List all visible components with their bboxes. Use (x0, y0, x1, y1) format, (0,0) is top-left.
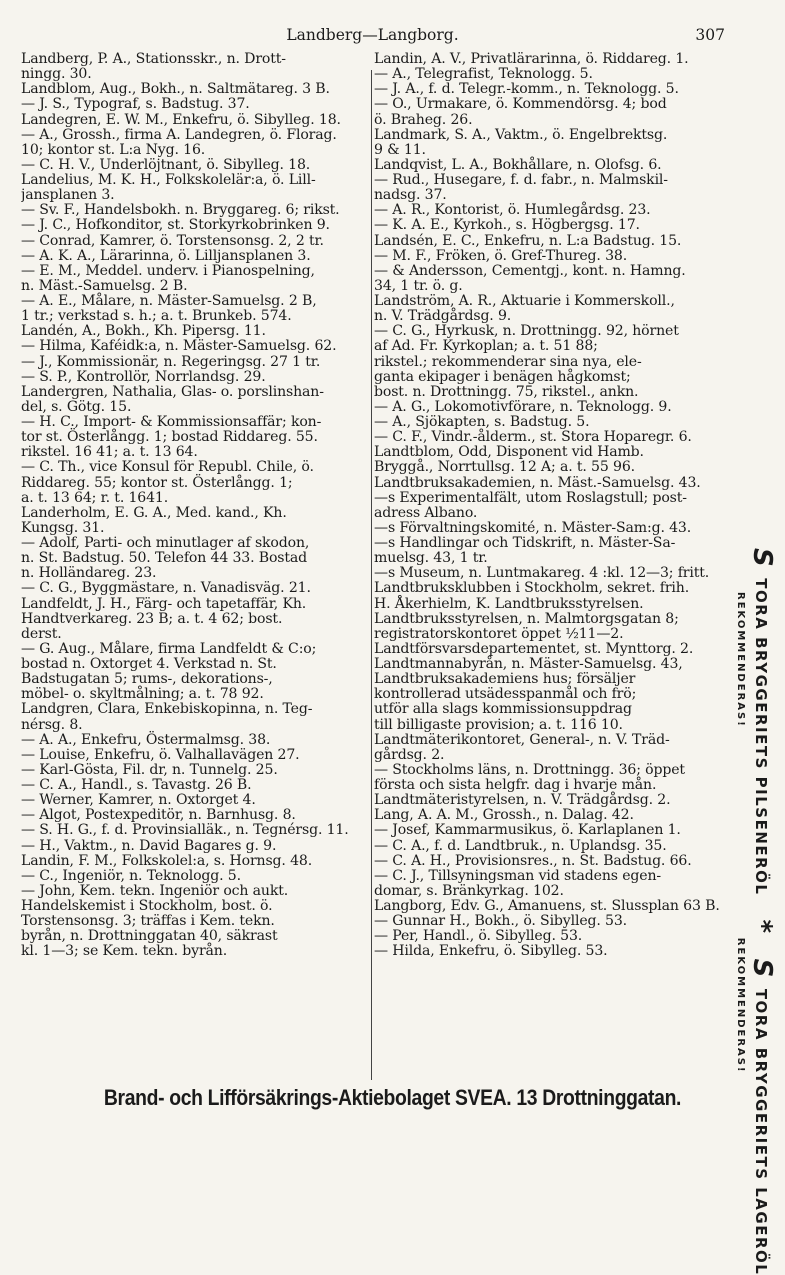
directory-entry-line: Landelius, M. K. H., Folkskolelär:a, ö. Lill- (21, 172, 316, 188)
directory-entry-line: Handtverkareg. 23 B; a. t. 4 62; bost. (21, 610, 283, 627)
directory-entry-line: Landtförsvarsdepartementet, st. Mynttorg. 2. (374, 640, 694, 657)
directory-entry-line: —s Experimentalfält, utom Roslagstull; post- (374, 489, 687, 506)
directory-entry-line: byrån, n. Drottninggatan 40, säkrast (21, 928, 278, 945)
directory-entry-line: nadsg. 37. (374, 187, 447, 204)
page-title: Landberg—Langborg. (286, 26, 459, 44)
directory-entry-line: — M. F., Fröken, ö. Gref-Thureg. 38. (374, 247, 628, 264)
directory-entry-line: — A., Telegrafist, Teknologg. 5. (374, 66, 593, 83)
directory-entry-line: a. t. 13 64; r. t. 1641. (21, 489, 169, 506)
directory-entry-line: — C. Th., vice Konsul för Republ. Chile, ö. (21, 459, 314, 476)
directory-entry-line: Lang, A. A. M., Grossh., n. Dalag. 42. (374, 807, 634, 824)
directory-entry-line: 10; kontor st. L:a Nyg. 16. (21, 141, 206, 158)
directory-entry-line: — Adolf, Parti- och minutlager af skodon, (21, 535, 310, 551)
directory-entry-line: rikstel.; rekommenderar sina nya, ele- (374, 353, 642, 370)
directory-entry-line: — Gunnar H., Bokh., ö. Sibylleg. 53. (374, 913, 628, 930)
right-column (374, 52, 722, 1080)
sidebar-ad-sub-row (730, 548, 751, 1088)
directory-entry-line: —s Handlingar och Tidskrift, n. Mäster-Sa- (374, 535, 676, 551)
directory-entry-line: — C., Ingeniör, n. Teknologg. 5. (21, 867, 241, 884)
directory-entry-line: första och sista helgfr. dag i hvarje mån. (374, 777, 657, 793)
directory-entry-line: — Conrad, Kamrer, ö. Torstensonsg. 2, 2 tr. (21, 232, 324, 249)
directory-entry-line: H. Åkerhielm, K. Landtbruksstyrelsen. (374, 595, 644, 612)
directory-entry-line: — S. P., Kontrollör, Norrlandsg. 29. (21, 368, 266, 385)
directory-entry-line: adress Albano. (374, 504, 478, 521)
directory-entry-line: Landgren, Clara, Enkebiskopinna, n. Teg- (21, 701, 313, 718)
directory-entry-line: — Algot, Postexpeditör, n. Barnhusg. 8. (21, 807, 296, 824)
directory-entry-line: Riddareg. 55; kontor st. Österlångg. 1; (21, 474, 293, 491)
directory-entry-line: —s Museum, n. Luntmakareg. 4 :kl. 12—3; fritt. (374, 565, 710, 582)
directory-entry-line: — Josef, Kammarmusikus, ö. Karlaplanen 1. (374, 822, 681, 839)
directory-entry-line: tor st. Österlångg. 1; bostad Riddareg. 55. (21, 429, 318, 446)
directory-entry-line: — A. A., Enkefru, Östermalmsg. 38. (21, 731, 271, 748)
directory-entry-line: — Per, Handl., ö. Sibylleg. 53. (374, 928, 583, 945)
directory-entry-line: Langborg, Edv. G., Amanuens, st. Slussplan 63 B. (374, 898, 720, 914)
directory-entry-line: — Stockholms läns, n. Drottningg. 36; öppet (374, 761, 685, 778)
directory-entry-line: Landtmäteristyrelsen, n. V. Trädgårdsg. 2. (374, 792, 671, 809)
directory-entry-line: — A., Sjökapten, s. Badstug. 5. (374, 414, 590, 430)
directory-entry-line: del, s. Götg. 15. (21, 398, 132, 415)
directory-entry-line: gårdsg. 2. (374, 746, 445, 763)
left-column (21, 52, 370, 1080)
directory-entry-line: Landqvist, L. A., Bokhållare, n. Olofsg. 6. (374, 156, 662, 173)
directory-entry-line: Landsén, E. C., Enkefru, n. L:a Badstug. 15. (374, 232, 682, 249)
directory-entry-line: Landtmannabyrån, n. Mäster-Samuelsg. 43, (374, 656, 683, 672)
directory-entry-line: Landin, A. V., Privatlärarinna, ö. Riddareg. 1. (374, 52, 689, 67)
directory-entry-line: 34, 1 tr. ö. g. (374, 277, 463, 294)
directory-entry-line: ganta ekipager i benägen hågkomst; (374, 368, 631, 385)
directory-entry-line: — O., Urmakare, ö. Kommendörsg. 4; bod (374, 96, 667, 113)
directory-entry-line: 9 & 11. (374, 141, 426, 158)
directory-entry-line: Badstugatan 5; rums-, dekorations-, (21, 671, 273, 688)
directory-entry-line: — Louise, Enkefru, ö. Valhallavägen 27. (21, 746, 300, 763)
directory-entry-line: — Hilda, Enkefru, ö. Sibylleg. 53. (374, 943, 608, 960)
directory-entry-line: kl. 1—3; se Kem. tekn. byrån. (21, 943, 228, 960)
directory-entry-line: registratorskontoret öppet ½11—2. (374, 625, 624, 642)
directory-entry-line: — G. Aug., Målare, firma Landfeldt & C:o; (21, 640, 317, 657)
directory-entry-line: Landerholm, E. G. A., Med. kand., Kh. (21, 504, 287, 521)
directory-entry-line: — A. G., Lokomotivförare, n. Teknologg. 9. (374, 398, 672, 415)
directory-entry-line: Torstensonsg. 3; träffas i Kem. tekn. (21, 913, 275, 930)
page-header (20, 26, 725, 48)
directory-entry-line: 1 tr.; verkstad s. h.; a. t. Brunkeb. 574. (21, 308, 292, 325)
directory-entry-line: — J. S., Typograf, s. Badstug. 37. (21, 96, 250, 113)
directory-entry-line: — C. A., Handl., s. Tavastg. 26 B. (21, 777, 252, 793)
directory-entry-line: — & Andersson, Cementgj., kont. n. Hamng. (374, 262, 686, 279)
directory-entry-line: — J., Kommissionär, n. Regeringsg. 27 1 tr. (21, 353, 321, 370)
directory-entry-line: — C. A. H., Provisionsres., n. St. Badstug. 66. (374, 852, 692, 869)
page-number: 307 (695, 26, 725, 44)
directory-entry-line: — Sv. F., Handelsbokh. n. Bryggareg. 6; rikst. (21, 202, 340, 219)
directory-entry-line: — K. A. E., Kyrkoh., s. Högbergsg. 17. (374, 217, 640, 234)
directory-entry-line: — A., Grossh., firma A. Landegren, ö. Florag. (21, 126, 337, 143)
ad-brand-lager: TORA BRYGGERIETS LAGERÖL (752, 988, 771, 1275)
directory-entry-line: n. V. Trädgårdsg. 9. (374, 308, 512, 325)
directory-entry-line: derst. (21, 625, 62, 642)
directory-entry-line: — H. C., Import- & Kommissionsaffär; kon- (21, 414, 322, 430)
directory-entry-line: bostad n. Oxtorget 4. Verkstad n. St. (21, 656, 277, 672)
directory-entry-line: Landtbruksklubben i Stockholm, sekret. frih. (374, 580, 690, 597)
directory-entry-line: möbel- o. skyltmålning; a. t. 78 92. (21, 686, 264, 703)
directory-entry-line: utför alla slags kommissionsuppdrag (374, 701, 632, 718)
directory-entry-line: n. Mäst.-Samuelsg. 2 B. (21, 277, 188, 294)
directory-entry-line: — A. R., Kontorist, ö. Humlegårdsg. 23. (374, 202, 651, 219)
directory-entry-line: Landtbruksakademien, n. Mäst.-Samuelsg. 43. (374, 474, 701, 491)
directory-entry-line: — Werner, Kamrer, n. Oxtorget 4. (21, 792, 256, 809)
directory-entry-line: — C. A., f. d. Landtbruk., n. Uplandsg. 35. (374, 837, 667, 854)
directory-entry-line: — A. E., Målare, n. Mäster-Samuelsg. 2 B, (21, 293, 317, 309)
ad-subtext: REKOMMENDERAS! (735, 592, 746, 728)
directory-entry-line: af Ad. Fr. Kyrkoplan; a. t. 51 88; (374, 338, 598, 355)
directory-entry-line: — E. M., Meddel. underv. i Pianospelning, (21, 262, 315, 279)
directory-entry-line: — C. H. V., Underlöjtnant, ö. Sibylleg. 18. (21, 156, 311, 173)
directory-entry-line: Landberg, P. A., Stationsskr., n. Drott- (21, 52, 286, 67)
column-divider (371, 70, 372, 1080)
directory-entry-line: — C. F., Vindr.-ålderm., st. Stora Hoparegr. 6. (374, 429, 692, 446)
directory-entry-line: — H., Vaktm., n. David Bagares g. 9. (21, 837, 277, 854)
footer-advertisement: Brand- och Lifförsäkrings-Aktiebolaget SVEA. 13 Drottninggatan. (103, 1085, 682, 1110)
ad-subtext-2: REKOMMENDERAS! (735, 937, 746, 1074)
directory-entry-line: — John, Kem. tekn. Ingeniör och aukt. (21, 882, 289, 899)
directory-entry-line: — Rud., Husegare, f. d. fabr., n. Malmskil- (374, 172, 668, 188)
sidebar-ad-main-row (747, 548, 777, 1275)
directory-entry-line: kontrollerad utsädesspanmål och frö; (374, 686, 637, 703)
directory-entry-line: Landström, A. R., Aktuarie i Kommerskoll., (374, 293, 675, 309)
directory-entry-line: rikstel. 16 41; a. t. 13 64. (21, 444, 198, 461)
directory-entry-line: Landtbruksakademiens hus; försäljer (374, 671, 636, 688)
directory-entry-line: —s Förvaltningskomité, n. Mäster-Sam:g. 43. (374, 519, 692, 536)
directory-entry-line: domar, s. Bränkyrkag. 102. (374, 882, 564, 899)
directory-entry-line: — A. K. A., Lärarinna, ö. Lilljansplanen 3. (21, 247, 311, 264)
directory-entry-line: — C. G., Byggmästare, n. Vanadisväg. 21. (21, 580, 311, 597)
directory-entry-line: — Hilma, Kaféidk:a, n. Mäster-Samuelsg. 62. (21, 338, 337, 355)
directory-entry-line: nérsg. 8. (21, 716, 83, 733)
directory-entry-line: Kungsg. 31. (21, 519, 105, 536)
directory-entry-line: — C. G., Hyrkusk, n. Drottningg. 92, hörnet (374, 323, 679, 340)
directory-entry-line: till billigaste provision; a. t. 116 10. (374, 716, 623, 733)
star-icon: * (747, 919, 777, 935)
s-logo-icon-2: S (747, 958, 777, 979)
directory-entry-line: — J. C., Hofkonditor, st. Storkyrkobrinken 9. (21, 217, 330, 234)
directory-entry-line: Landén, A., Bokh., Kh. Pipersg. 11. (21, 323, 266, 340)
directory-entry-line: Landblom, Aug., Bokh., n. Saltmätareg. 3 B. (21, 81, 330, 98)
directory-entry-line: Landfeldt, J. H., Färg- och tapetaffär, Kh. (21, 595, 307, 612)
directory-entry-line: jansplanen 3. (21, 187, 115, 204)
directory-entry-line: n. Holländareg. 23. (21, 565, 157, 582)
sidebar-ad-text (730, 548, 777, 1275)
directory-entry-line: Handelskemist i Stockholm, bost. ö. (21, 898, 273, 914)
directory-entry-line: bost. n. Drottningg. 75, rikstel., ankn. (374, 383, 639, 400)
directory-entry-line: muelsg. 43, 1 tr. (374, 550, 488, 567)
directory-entry-line: — J. A., f. d. Telegr.-komm., n. Teknologg. 5. (374, 81, 679, 98)
directory-entry-line: Landergren, Nathalia, Glas- o. porslinshan- (21, 383, 324, 400)
directory-entry-line: — S. H. G., f. d. Provinsialläk., n. Tegnérsg. 11. (21, 822, 349, 839)
directory-entry-line: Bryggå., Norrtullsg. 12 A; a. t. 55 96. (374, 459, 635, 476)
directory-entry-line: Landin, F. M., Folkskolel:a, s. Hornsg. 48. (21, 852, 313, 869)
directory-entry-line: Landmark, S. A., Vaktm., ö. Engelbrektsg. (374, 126, 668, 143)
directory-entry-line: n. St. Badstug. 50. Telefon 44 33. Bostad (21, 550, 308, 567)
directory-entry-line: Landegren, E. W. M., Enkefru, ö. Sibylleg. 18. (21, 111, 341, 128)
directory-entry-line: Landtbruksstyrelsen, n. Malmtorgsgatan 8; (374, 610, 679, 627)
directory-entry-line: — C. J., Tillsyningsman vid stadens egen- (374, 867, 661, 884)
directory-entry-line: Landtblom, Odd, Disponent vid Hamb. (374, 444, 644, 461)
directory-entry-line: — Karl-Gösta, Fil. dr, n. Tunnelg. 25. (21, 761, 278, 778)
s-logo-icon: S (747, 548, 777, 569)
directory-entry-line: ningg. 30. (21, 66, 92, 83)
directory-entry-line: Landtmäterikontoret, General-, n. V. Träd- (374, 731, 670, 748)
ad-brand-pilsner: TORA BRYGGERIETS PILSENERÖL (752, 578, 771, 896)
directory-entry-line: ö. Braheg. 26. (374, 111, 473, 128)
